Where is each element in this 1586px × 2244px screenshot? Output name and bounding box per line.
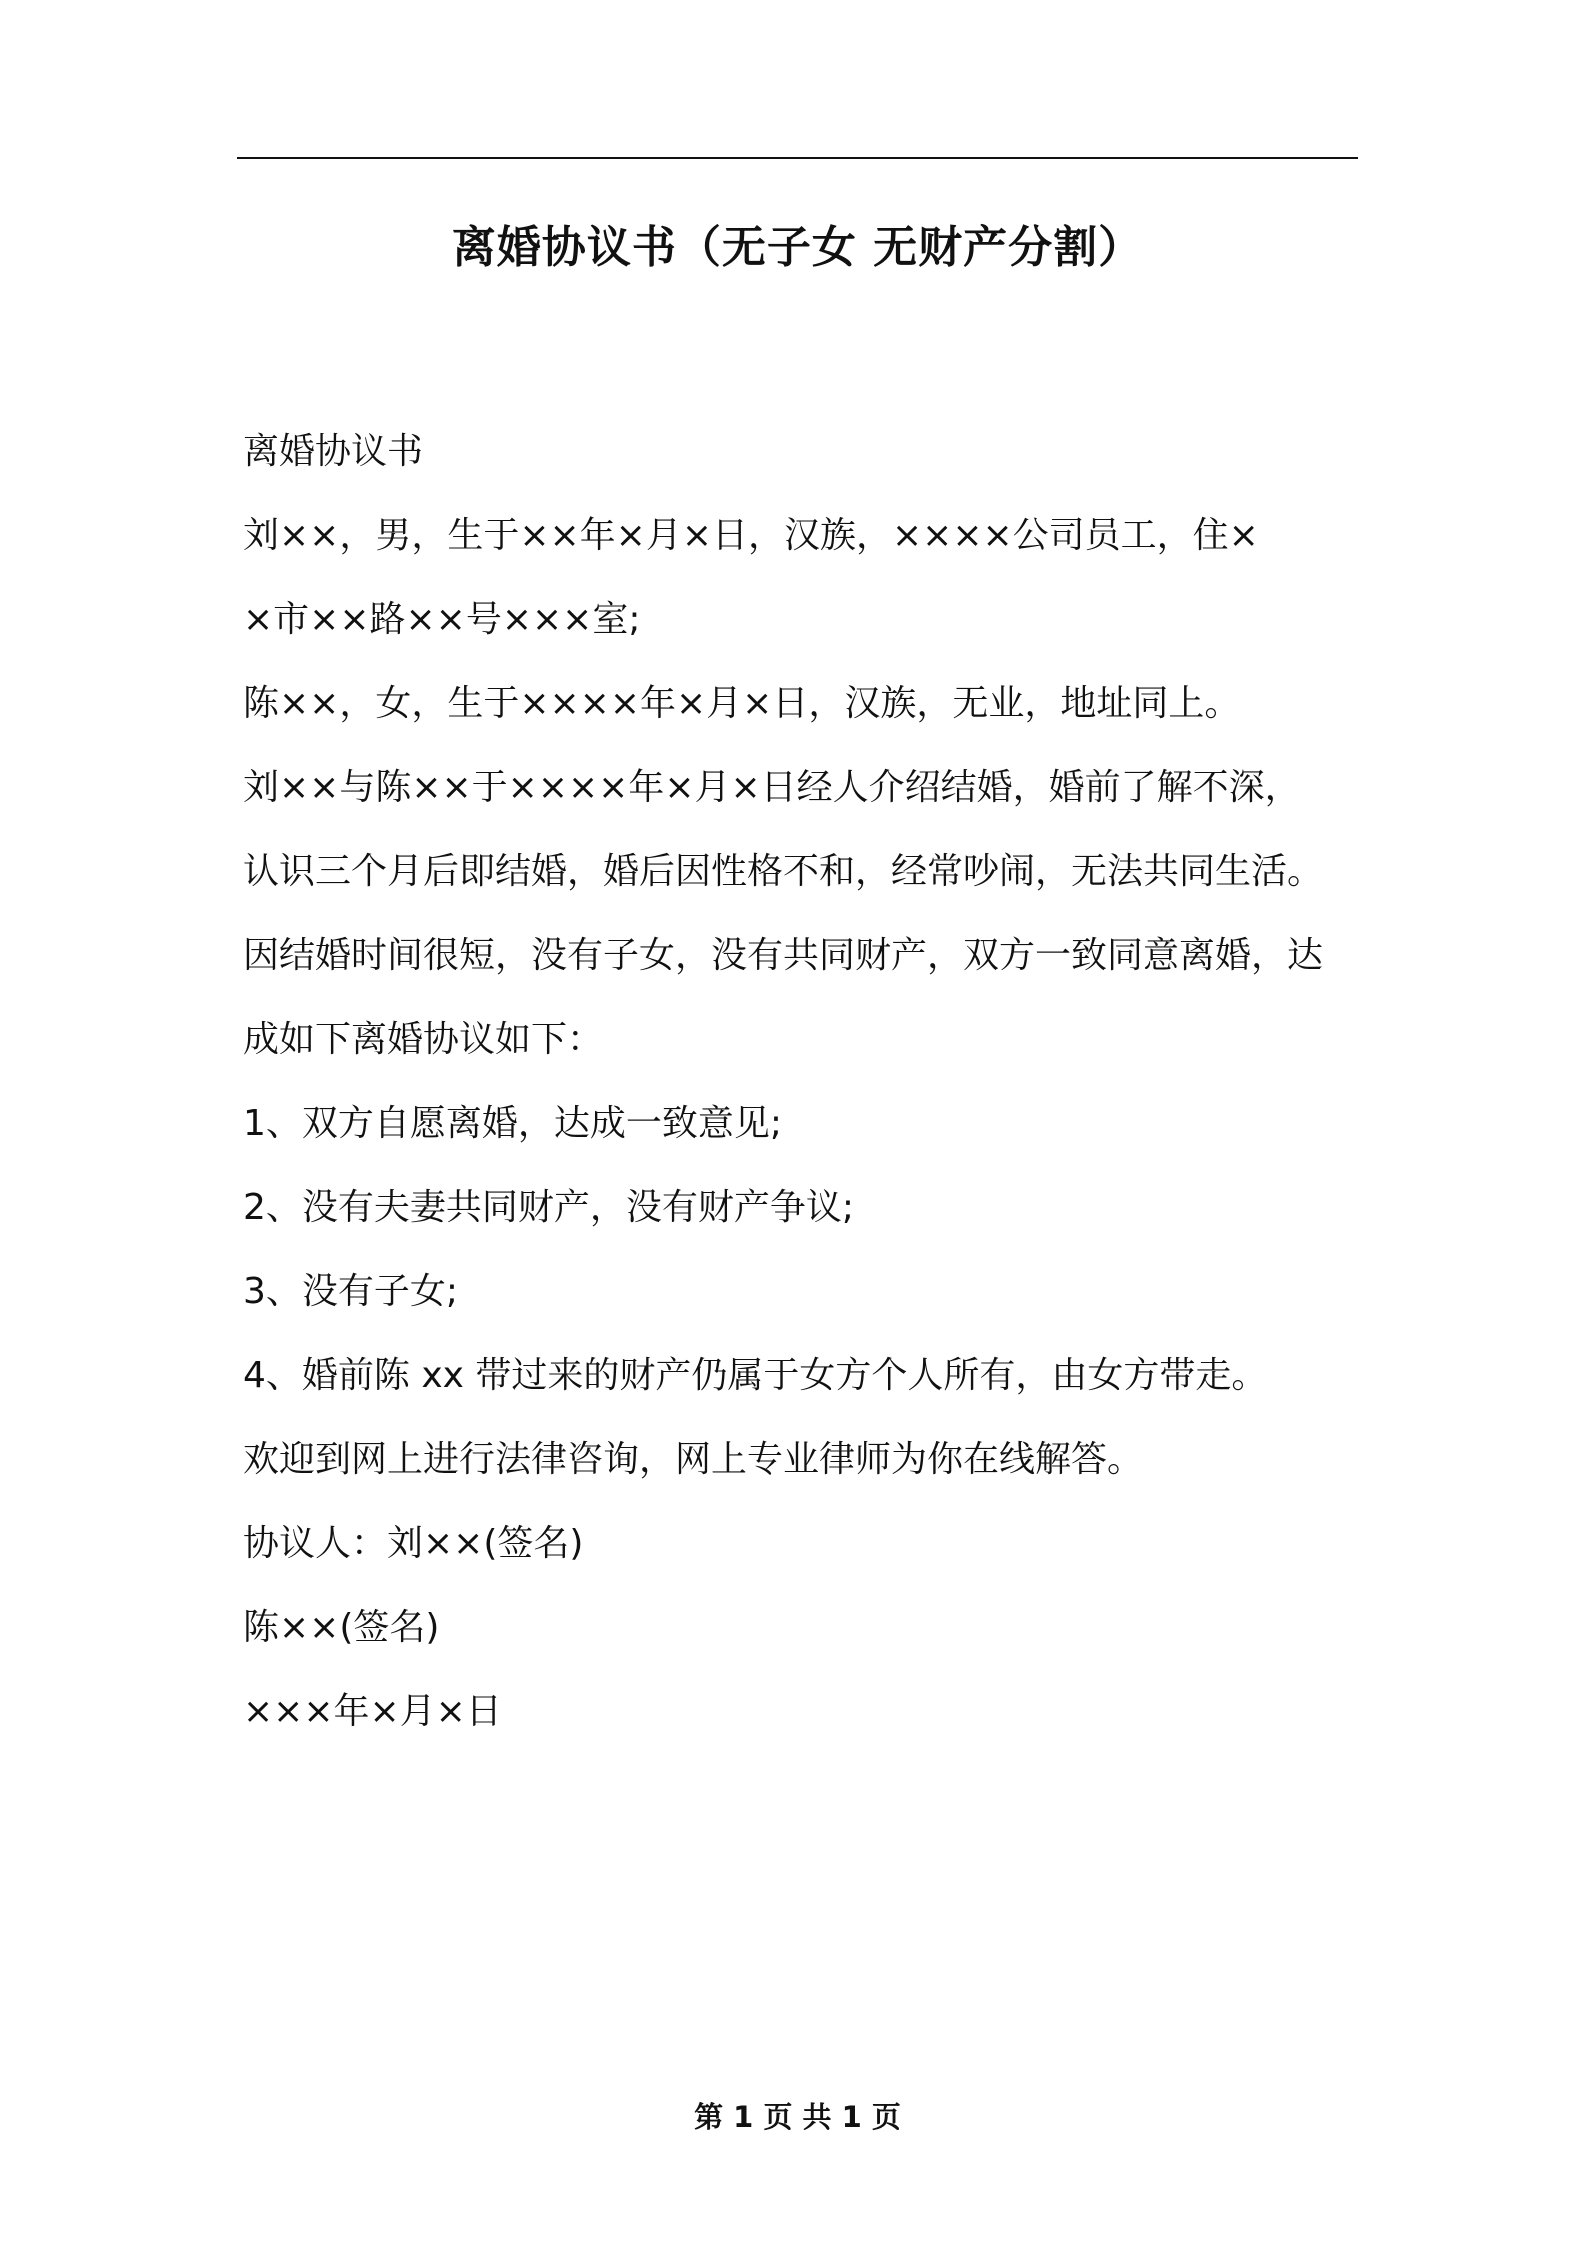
clause-1: 1、双方自愿离婚，达成一致意见; bbox=[243, 1103, 783, 1144]
clause-2: 2、没有夫妻共同财产，没有财产争议; bbox=[243, 1187, 855, 1228]
signatory-a: 协议人：刘××(签名) bbox=[243, 1523, 584, 1564]
party-a-line-2: ×市××路××号×××室; bbox=[243, 599, 641, 640]
background-line-2: 认识三个月后即结婚，婚后因性格不和，经常吵闹，无法共同生活。 bbox=[243, 851, 1324, 892]
page-number-footer: 第 1 页 共 1 页 bbox=[694, 2100, 901, 2134]
clause-4: 4、婚前陈 xx 带过来的财产仍属于女方个人所有，由女方带走。 bbox=[243, 1355, 1268, 1396]
party-b-line: 陈××，女，生于××××年×月×日，汉族，无业，地址同上。 bbox=[243, 683, 1241, 724]
advice-line: 欢迎到网上进行法律咨询，网上专业律师为你在线解答。 bbox=[243, 1439, 1144, 1480]
clause-3: 3、没有子女; bbox=[243, 1271, 459, 1312]
background-line-3: 因结婚时间很短，没有子女，没有共同财产，双方一致同意离婚，达 bbox=[243, 935, 1324, 976]
date-line: ×××年×月×日 bbox=[243, 1691, 502, 1732]
heading-line: 离婚协议书 bbox=[243, 431, 424, 472]
header-rule bbox=[237, 157, 1358, 159]
background-line-4: 成如下离婚协议如下： bbox=[243, 1019, 604, 1060]
document-body bbox=[243, 410, 1373, 1754]
party-a-line-1: 刘××，男，生于××年×月×日，汉族，××××公司员工，住× bbox=[243, 515, 1259, 556]
background-line-1: 刘××与陈××于××××年×月×日经人介绍结婚，婚前了解不深， bbox=[243, 767, 1301, 808]
document-title: 离婚协议书（无子女 无财产分割） bbox=[451, 222, 1144, 273]
signatory-b: 陈××(签名) bbox=[243, 1607, 440, 1648]
